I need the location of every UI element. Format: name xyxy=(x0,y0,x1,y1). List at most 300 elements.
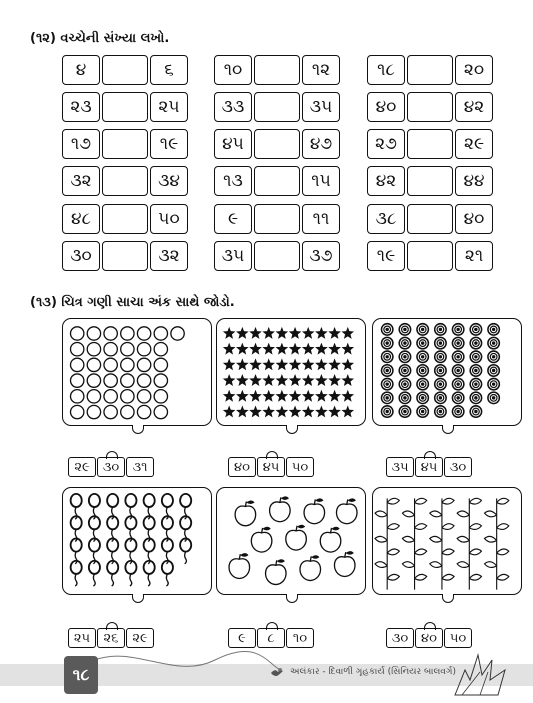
circle-icon xyxy=(71,390,84,403)
star-icon xyxy=(289,327,302,339)
missing-number-box[interactable] xyxy=(407,129,453,159)
sequence-row xyxy=(367,55,493,85)
star-icon xyxy=(249,405,262,417)
apple-icon xyxy=(334,551,355,576)
apple-icon xyxy=(320,527,341,552)
star-icon xyxy=(249,327,262,339)
circle-icon xyxy=(137,405,150,418)
star-icon xyxy=(249,358,262,370)
sequence-start-number: ૧૭ xyxy=(62,129,100,159)
sequence-end-number: ૧૫ xyxy=(302,166,340,196)
answer-option[interactable]: ૩૦ xyxy=(97,457,125,477)
missing-number-box[interactable] xyxy=(254,129,300,159)
circle-icon xyxy=(137,343,150,356)
star-icon xyxy=(223,405,236,417)
hook-icon xyxy=(286,594,298,603)
hook-icon xyxy=(132,425,144,434)
hook-icon xyxy=(424,451,436,459)
sequence-row xyxy=(367,92,493,122)
circle-icon xyxy=(104,358,117,371)
leaf-icon xyxy=(430,536,442,542)
balloon-icon xyxy=(180,538,191,563)
star-icon xyxy=(236,405,249,417)
star-icon xyxy=(315,390,328,402)
star-icon xyxy=(249,343,262,355)
spiral-icon xyxy=(487,323,500,336)
spiral-icon xyxy=(469,391,482,404)
star-icon xyxy=(315,327,328,339)
spiral-icon xyxy=(398,350,411,363)
picture-panel xyxy=(216,487,366,595)
wire-decoration xyxy=(95,650,285,680)
missing-number-box[interactable] xyxy=(254,204,300,234)
star-icon xyxy=(223,390,236,402)
star-icon xyxy=(289,405,302,417)
sequence-row xyxy=(62,166,188,196)
spiral-icon xyxy=(434,323,447,336)
answer-option[interactable]: ૪૦ xyxy=(415,628,443,648)
apple-icon xyxy=(304,498,325,523)
sequence-row xyxy=(367,241,493,271)
spiral-icon xyxy=(434,350,447,363)
picture-panel xyxy=(216,318,366,426)
star-icon xyxy=(302,343,315,355)
sequence-end-number: ૩૨ xyxy=(150,241,188,271)
leaf-icon xyxy=(415,549,427,555)
star-icon xyxy=(236,358,249,370)
star-icon xyxy=(302,405,315,417)
star-icon xyxy=(276,405,289,417)
star-icon xyxy=(249,390,262,402)
spiral-icon xyxy=(452,350,465,363)
circle-icon xyxy=(137,374,150,387)
footer-text: અલંકાર - દિવાળી ગૃહકાર્ય (સિનિયર બાલવર્ગ) xyxy=(290,667,456,677)
star-icon xyxy=(328,358,341,370)
hook-icon xyxy=(286,425,298,434)
leaf-icon xyxy=(485,511,497,517)
star-icon xyxy=(289,390,302,402)
sequence-row xyxy=(214,55,340,85)
circle-icon xyxy=(71,358,84,371)
sequence-row xyxy=(367,204,493,234)
apple-icon xyxy=(235,500,256,525)
dry-leaf-icon xyxy=(450,650,510,700)
leaf-icon xyxy=(430,562,442,568)
star-icon xyxy=(262,374,275,386)
circle-icon xyxy=(87,405,100,418)
circle-icon xyxy=(154,405,167,418)
answer-option[interactable]: ૩૧ xyxy=(126,457,154,477)
spiral-icon xyxy=(434,378,447,391)
leaf-icon xyxy=(469,498,481,504)
answer-option[interactable]: ૨૫ xyxy=(68,628,96,648)
answer-options xyxy=(228,457,315,477)
star-icon xyxy=(315,374,328,386)
answer-option[interactable]: ૯ xyxy=(228,628,256,648)
spiral-icon xyxy=(381,323,394,336)
star-icon xyxy=(289,343,302,355)
sequence-start-number: ૩૦ xyxy=(62,241,100,271)
spiral-icon xyxy=(381,405,394,418)
leaf-icon xyxy=(457,511,469,517)
sequence-start-number: ૧૯ xyxy=(367,241,405,271)
leaf-icon xyxy=(387,574,399,580)
leaf-icon xyxy=(457,562,469,568)
answer-option[interactable]: ૩૦ xyxy=(444,457,472,477)
star-icon xyxy=(276,327,289,339)
leaf-icon xyxy=(442,524,454,530)
sequence-end-number: ૬ xyxy=(150,55,188,85)
picture-illustration xyxy=(217,488,365,594)
sequence-end-number: ૩૪ xyxy=(150,166,188,196)
circle-icon xyxy=(154,390,167,403)
star-icon xyxy=(223,327,236,339)
sequence-end-number: ૪૦ xyxy=(455,204,493,234)
picture-illustration xyxy=(373,488,521,594)
leaf-icon xyxy=(402,511,414,517)
circle-icon xyxy=(121,390,134,403)
answer-option[interactable]: ૨૬ xyxy=(97,628,125,648)
circle-icon xyxy=(121,405,134,418)
answer-option[interactable]: ૧૦ xyxy=(286,628,314,648)
answer-option[interactable]: ૩૦ xyxy=(386,628,414,648)
star-icon xyxy=(289,358,302,370)
sequence-end-number: ૧૧ xyxy=(302,204,340,234)
section-12-heading: (૧૨) વચ્ચેની સંખ્યા લખો. xyxy=(30,31,170,46)
bird-icon xyxy=(270,668,284,678)
picture-panel xyxy=(372,487,522,595)
sequence-end-number: ૧૨ xyxy=(302,55,340,85)
apple-icon xyxy=(270,496,291,521)
sequence-start-number: ૧૩ xyxy=(214,166,252,196)
section-13-heading: (૧૩) ચિત્ર ગણી સાચા અંક સાથે જોડો. xyxy=(30,295,235,310)
answer-option[interactable]: ૪૦ xyxy=(228,457,256,477)
star-icon xyxy=(341,358,354,370)
sequence-end-number: ૪૪ xyxy=(455,166,493,196)
star-icon xyxy=(328,390,341,402)
sequence-end-number: ૨૫ xyxy=(150,92,188,122)
sequence-row xyxy=(62,92,188,122)
circle-icon xyxy=(154,327,167,340)
balloon-icon xyxy=(107,561,118,586)
sequence-start-number: ૪ xyxy=(62,55,100,85)
spiral-icon xyxy=(452,337,465,350)
star-icon xyxy=(276,358,289,370)
spiral-icon xyxy=(469,323,482,336)
apple-icon xyxy=(286,525,307,550)
star-icon xyxy=(302,327,315,339)
leaf-icon xyxy=(485,536,497,542)
star-icon xyxy=(262,405,275,417)
picture-panel xyxy=(372,318,522,426)
sequence-start-number: ૨૭ xyxy=(367,129,405,159)
circle-icon xyxy=(104,327,117,340)
missing-number-box[interactable] xyxy=(102,241,148,271)
sequence-end-number: ૫૦ xyxy=(150,204,188,234)
answer-options xyxy=(386,628,473,648)
sequence-row xyxy=(62,55,188,85)
answer-option[interactable]: ૫૦ xyxy=(286,457,314,477)
spiral-icon xyxy=(487,378,500,391)
answer-option[interactable]: ૩૫ xyxy=(386,457,414,477)
spiral-icon xyxy=(469,350,482,363)
hook-icon xyxy=(442,425,454,434)
sequence-end-number: ૩૭ xyxy=(302,241,340,271)
star-icon xyxy=(236,343,249,355)
sequence-end-number: ૨૯ xyxy=(455,129,493,159)
answer-option[interactable]: ૪૫ xyxy=(415,457,443,477)
hook-icon xyxy=(424,622,436,630)
spiral-icon xyxy=(416,405,429,418)
circle-icon xyxy=(154,358,167,371)
circle-icon xyxy=(171,327,184,340)
circle-icon xyxy=(121,343,134,356)
leaf-icon xyxy=(469,524,481,530)
sequence-start-number: ૩૮ xyxy=(367,204,405,234)
missing-number-box[interactable] xyxy=(407,166,453,196)
circle-icon xyxy=(137,390,150,403)
star-icon xyxy=(328,374,341,386)
spiral-icon xyxy=(434,405,447,418)
hook-icon xyxy=(266,451,278,459)
spiral-icon xyxy=(452,405,465,418)
hook-icon xyxy=(106,622,118,630)
spiral-icon xyxy=(416,337,429,350)
answer-option[interactable]: ૮ xyxy=(257,628,285,648)
star-icon xyxy=(341,343,354,355)
star-icon xyxy=(223,374,236,386)
star-icon xyxy=(341,374,354,386)
apple-icon xyxy=(300,555,321,580)
spiral-icon xyxy=(416,378,429,391)
apple-icon xyxy=(229,553,250,578)
leaf-icon xyxy=(402,536,414,542)
picture-illustration xyxy=(217,319,365,425)
hook-icon xyxy=(132,594,144,603)
star-icon xyxy=(315,343,328,355)
star-icon xyxy=(328,327,341,339)
sequence-row xyxy=(214,92,340,122)
sequence-row xyxy=(62,204,188,234)
star-icon xyxy=(302,390,315,402)
spiral-icon xyxy=(469,378,482,391)
circle-icon xyxy=(87,374,100,387)
sequence-start-number: ૪૦ xyxy=(367,92,405,122)
answer-option[interactable]: ૨૯ xyxy=(68,457,96,477)
leaf-icon xyxy=(442,498,454,504)
missing-number-box[interactable] xyxy=(407,241,453,271)
hook-icon xyxy=(442,594,454,603)
spiral-icon xyxy=(381,391,394,404)
leaf-icon xyxy=(497,574,509,580)
spiral-icon xyxy=(416,350,429,363)
spiral-icon xyxy=(487,364,500,377)
star-icon xyxy=(276,390,289,402)
missing-number-box[interactable] xyxy=(254,166,300,196)
sequence-row xyxy=(214,204,340,234)
star-icon xyxy=(249,374,262,386)
star-icon xyxy=(223,343,236,355)
picture-illustration xyxy=(63,319,211,425)
missing-number-box[interactable] xyxy=(254,92,300,122)
answer-option[interactable]: ૪૫ xyxy=(257,457,285,477)
circle-icon xyxy=(104,405,117,418)
missing-number-box[interactable] xyxy=(407,204,453,234)
missing-number-box[interactable] xyxy=(102,92,148,122)
star-icon xyxy=(315,405,328,417)
leaf-icon xyxy=(469,549,481,555)
sequence-end-number: ૨૧ xyxy=(455,241,493,271)
circle-icon xyxy=(121,374,134,387)
sequence-start-number: ૧૮ xyxy=(367,55,405,85)
star-icon xyxy=(236,327,249,339)
missing-number-box[interactable] xyxy=(102,129,148,159)
sequence-start-number: ૪૫ xyxy=(214,129,252,159)
circle-icon xyxy=(104,374,117,387)
circle-icon xyxy=(71,374,84,387)
circle-icon xyxy=(71,327,84,340)
picture-illustration xyxy=(373,319,521,425)
spiral-icon xyxy=(398,337,411,350)
circle-icon xyxy=(87,390,100,403)
circle-icon xyxy=(137,358,150,371)
spiral-icon xyxy=(434,391,447,404)
sequence-end-number: ૨૦ xyxy=(455,55,493,85)
hook-icon xyxy=(266,622,278,630)
leaf-icon xyxy=(415,524,427,530)
missing-number-box[interactable] xyxy=(102,55,148,85)
apple-icon xyxy=(266,559,287,584)
hook-icon xyxy=(106,451,118,459)
circle-icon xyxy=(104,343,117,356)
spiral-icon xyxy=(398,405,411,418)
star-icon xyxy=(276,343,289,355)
missing-number-box[interactable] xyxy=(102,166,148,196)
spiral-icon xyxy=(434,337,447,350)
missing-number-box[interactable] xyxy=(254,241,300,271)
leaf-icon xyxy=(430,511,442,517)
balloon-icon xyxy=(71,561,82,586)
picture-illustration xyxy=(63,488,211,594)
spiral-icon xyxy=(469,405,482,418)
circle-icon xyxy=(87,327,100,340)
spiral-icon xyxy=(381,378,394,391)
spiral-icon xyxy=(381,337,394,350)
spiral-icon xyxy=(452,378,465,391)
leaf-icon xyxy=(415,574,427,580)
leaf-icon xyxy=(387,549,399,555)
balloon-icon xyxy=(89,561,100,586)
spiral-icon xyxy=(398,364,411,377)
sequence-start-number: ૪૨ xyxy=(367,166,405,196)
spiral-icon xyxy=(398,391,411,404)
spiral-icon xyxy=(452,364,465,377)
circle-icon xyxy=(87,358,100,371)
spiral-icon xyxy=(487,391,500,404)
missing-number-box[interactable] xyxy=(102,204,148,234)
star-icon xyxy=(302,374,315,386)
sequence-row xyxy=(214,166,340,196)
sequence-start-number: ૪૮ xyxy=(62,204,100,234)
answer-options xyxy=(68,628,155,648)
star-icon xyxy=(328,405,341,417)
leaf-icon xyxy=(387,498,399,504)
leaf-icon xyxy=(485,562,497,568)
star-icon xyxy=(262,358,275,370)
leaf-icon xyxy=(497,498,509,504)
leaf-icon xyxy=(497,524,509,530)
leaf-icon xyxy=(469,574,481,580)
missing-number-box[interactable] xyxy=(254,55,300,85)
answer-options xyxy=(68,457,155,477)
sequence-end-number: ૩૫ xyxy=(302,92,340,122)
star-icon xyxy=(236,390,249,402)
picture-panel xyxy=(62,318,212,426)
balloon-icon xyxy=(162,561,173,586)
leaf-icon xyxy=(442,574,454,580)
answer-options xyxy=(228,628,315,648)
leaf-icon xyxy=(442,549,454,555)
sequence-start-number: ૩૫ xyxy=(214,241,252,271)
sequence-start-number: ૧૦ xyxy=(214,55,252,85)
sequence-start-number: ૩૨ xyxy=(62,166,100,196)
missing-number-box[interactable] xyxy=(407,92,453,122)
circle-icon xyxy=(87,343,100,356)
answer-options xyxy=(386,457,473,477)
leaf-icon xyxy=(375,562,387,568)
circle-icon xyxy=(121,327,134,340)
balloon-icon xyxy=(144,561,155,586)
spiral-icon xyxy=(398,323,411,336)
sequence-start-number: ૩૩ xyxy=(214,92,252,122)
apple-icon xyxy=(251,527,272,552)
spiral-icon xyxy=(434,364,447,377)
star-icon xyxy=(289,374,302,386)
star-icon xyxy=(276,374,289,386)
leaf-icon xyxy=(375,511,387,517)
missing-number-box[interactable] xyxy=(407,55,453,85)
spiral-icon xyxy=(487,350,500,363)
star-icon xyxy=(315,358,328,370)
spiral-icon xyxy=(381,350,394,363)
circle-icon xyxy=(71,405,84,418)
circle-icon xyxy=(137,327,150,340)
sequence-row xyxy=(367,129,493,159)
circle-icon xyxy=(71,343,84,356)
answer-option[interactable]: ૫૦ xyxy=(444,628,472,648)
star-icon xyxy=(236,374,249,386)
sequence-row xyxy=(367,166,493,196)
sequence-row xyxy=(62,129,188,159)
circle-icon xyxy=(154,343,167,356)
sequence-row xyxy=(62,241,188,271)
leaf-icon xyxy=(497,549,509,555)
sequence-end-number: ૧૯ xyxy=(150,129,188,159)
apple-icon xyxy=(336,498,357,523)
page-number: ૧૮ xyxy=(64,656,98,694)
spiral-icon xyxy=(469,364,482,377)
spiral-icon xyxy=(381,364,394,377)
spiral-icon xyxy=(487,337,500,350)
star-icon xyxy=(302,358,315,370)
leaf-icon xyxy=(415,498,427,504)
star-icon xyxy=(223,358,236,370)
answer-option[interactable]: ૨૯ xyxy=(126,628,154,648)
spiral-icon xyxy=(416,323,429,336)
star-icon xyxy=(262,343,275,355)
circle-icon xyxy=(154,374,167,387)
leaf-icon xyxy=(457,536,469,542)
